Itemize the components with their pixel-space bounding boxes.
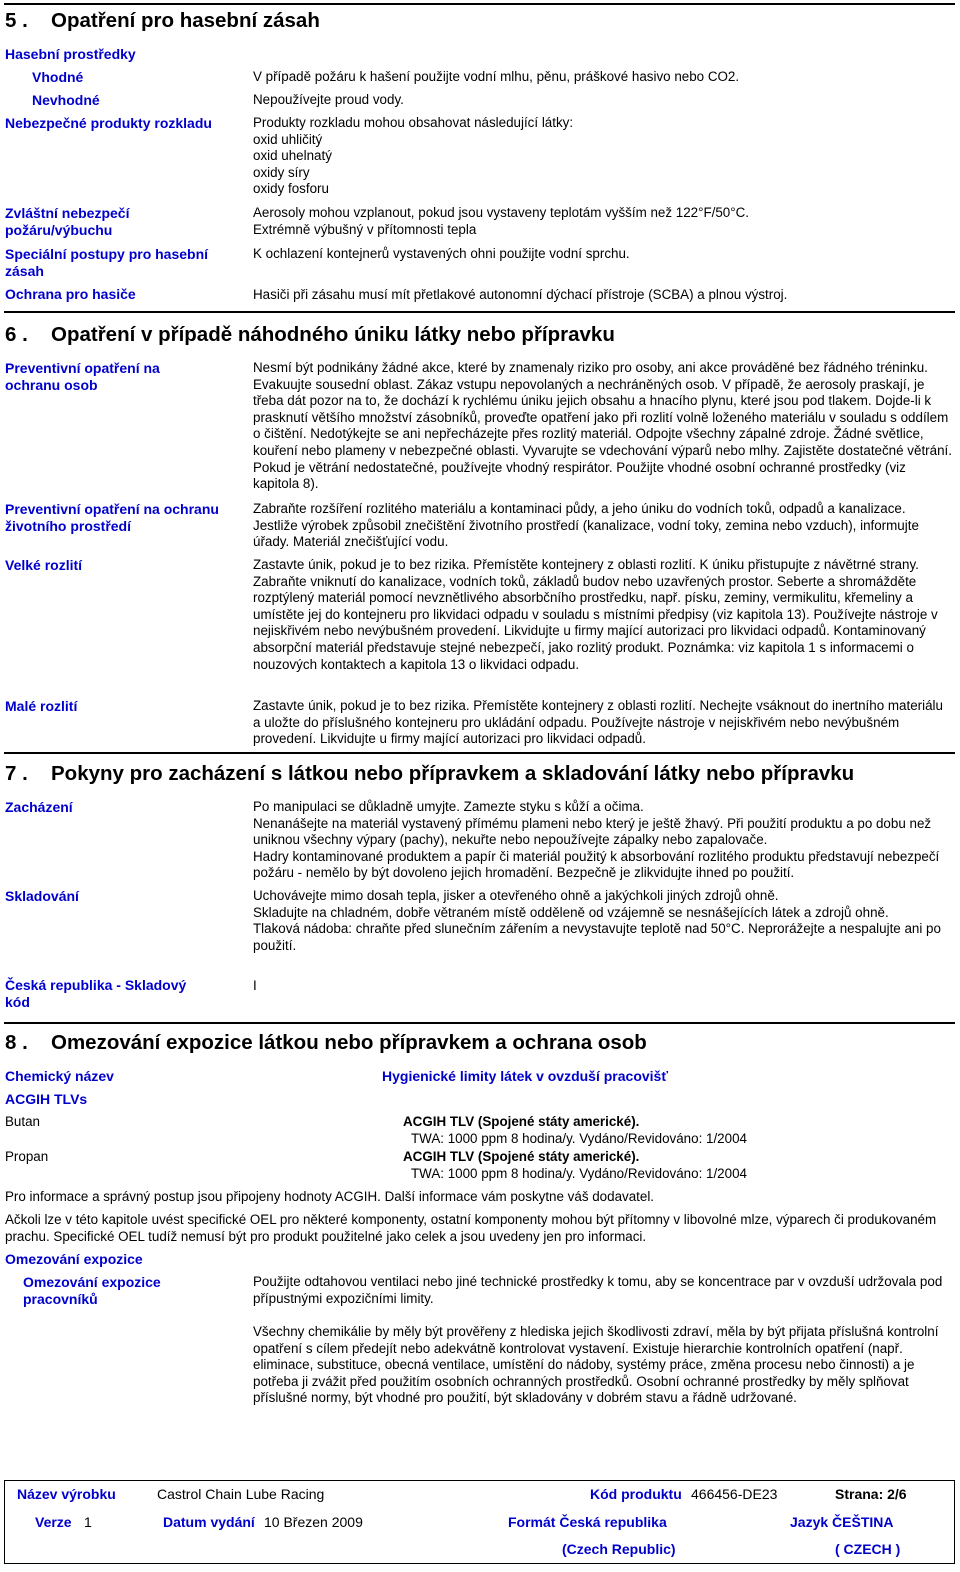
limit-title: ACGIH TLV (Spojené státy americké).	[403, 1149, 640, 1164]
limit-detail: TWA: 1000 ppm 8 hodina/y. Vydáno/Revidováno: 1/2004	[411, 1131, 747, 1146]
exposure-limits-header: Hygienické limity látek v ovzduší pracovišť	[382, 1068, 669, 1084]
hazard-line: Extrémně výbušný v přítomnosti tepla	[253, 221, 477, 237]
product-code-label: Kód produktu	[590, 1486, 682, 1502]
document-footer	[4, 1480, 955, 1564]
handling-label: Zacházení	[5, 799, 73, 815]
issue-date: 10 Březen 2009	[264, 1514, 363, 1530]
suitable-label: Vhodné	[32, 69, 84, 85]
personal-precautions-label: Preventivní opatření na ochranu osob	[5, 360, 160, 393]
chemical-name: Propan	[5, 1149, 49, 1164]
storage-text	[253, 888, 953, 954]
storage-label: Skladování	[5, 888, 79, 904]
handling-paragraph: Hadry kontaminované produktem a papír či materiál použitý k absorbování rozlitého produktu představují nebezpečí požáru - nemělo by být dovoleno jejich hromadění. Bezpečně je zlikvidujte ihned po použití.	[253, 848, 940, 881]
special-procedures-label: Speciální postupy pro hasební zásah	[5, 246, 209, 279]
exposure-controls-label: Omezování expozice	[5, 1251, 143, 1267]
decomposition-line: Produkty rozkladu mohou obsahovat následující látky:	[253, 115, 574, 130]
section-5-heading: 5 . Opatření pro hasební zásah	[5, 9, 320, 32]
section-7-heading: 7 . Pokyny pro zacházení s látkou nebo přípravkem a skladování látky nebo přípravku	[5, 762, 855, 785]
section-divider	[4, 752, 955, 754]
storage-paragraph: Skladujte na chladném, dobře větraném místě odděleně od vzájemně se nesnášejících látek a zdrojů ohně.	[253, 904, 889, 920]
section-divider	[4, 3, 955, 5]
limit-title: ACGIH TLV (Spojené státy americké).	[403, 1114, 640, 1129]
storage-paragraph: Uchovávejte mimo dosah tepla, jisker a otevřeného ohně a jakýchkoli jiných zdrojů ohně.	[253, 888, 779, 903]
version-value: 1	[84, 1514, 92, 1530]
small-spill-text: Zastavte únik, pokud je to bez rizika. Přemístěte kontejnery z oblasti rozlití. Nechejte vsáknout do inertního materiálu a uložte do příslušného kontejneru pro ukládání odpadu. Používejte nástroje v nejiskřivém nebo nevýbušném provedení. Likvidujte u firmy mající autorizaci pro likvidaci odpadů.	[253, 698, 943, 747]
decomposition-line: oxid uhelnatý	[253, 148, 332, 164]
decomposition-list	[253, 115, 953, 198]
handling-paragraph: Nenanášejte na materiál vystavený přímému plameni nebo který je ještě žhavý. Při použití produktu a po dobu než uniknou všechny výpary (pachy), nekuřte nebo nepoužívejte zápalky nebo zapalovače.	[253, 815, 932, 848]
storage-code-value: I	[253, 978, 257, 993]
large-spill-text: Zastavte únik, pokud je to bez rizika. Přemístěte kontejnery z oblasti rozlití. K úniku přistupujte z návětrné strany. Zabraňte vniknutí do kanalizace, vodních toků, základů budov nebo uzavřených prostor. Seberte a shromážděte rozptýlený materiál pomocí nevznětlivého absorbčního prostředku, např. písku, zeminy, vermikulitu, křemeliny a umístěte jej do kontejneru pro likvidaci odpadu v souladu s místními předpisy (viz kapitola 13). Používejte nástroje v nejiskřivém nebo nevýbušném provedení. Likvidujte u firmy mající autorizaci pro likvidaci odpadů. Kontaminovaný absorpční materiál představuje stejné nebezpečí, jako rozlitý produkt. Poznámka: viz kapitola 1 s informacemi o nouzových kontaktech a kapitola 13 o likvidaci odpadu.	[253, 557, 938, 672]
product-name: Castrol Chain Lube Racing	[157, 1486, 325, 1502]
hazard-label: Zvláštní nebezpečí požáru/výbuchu	[5, 205, 130, 238]
handling-text	[253, 799, 953, 882]
decomposition-label: Nebezpečné produkty rozkladu	[5, 115, 212, 131]
worker-exposure-text-1: Použijte odtahovou ventilaci nebo jiné technické prostředky k tomu, aby se koncentrace par v ovzduší udržovala pod přípustnými expozičními limity.	[253, 1274, 943, 1306]
language-label: Jazyk ČEŠTINA	[790, 1514, 894, 1530]
hazard-text	[253, 205, 953, 238]
fire-media-label: Hasební prostředky	[5, 46, 136, 62]
product-name-label: Název výrobku	[17, 1486, 116, 1502]
storage-code-label: Česká republika - Skladový kód	[5, 977, 187, 1010]
limit-detail: TWA: 1000 ppm 8 hodina/y. Vydáno/Revidováno: 1/2004	[411, 1166, 747, 1181]
unsuitable-label: Nevhodné	[32, 92, 100, 108]
section-8-heading: 8 . Omezování expozice látkou nebo přípravkem a ochrana osob	[5, 1031, 647, 1054]
handling-paragraph: Po manipulaci se důkladně umyjte. Zamezte styku s kůží a očima.	[253, 799, 644, 814]
firefighter-label: Ochrana pro hasiče	[5, 286, 136, 302]
special-procedures-text: K ochlazení kontejnerů vystavených ohni použijte vodní sprchu.	[253, 246, 630, 261]
personal-precautions-text: Nesmí být podnikány žádné akce, které by znamenaly riziko pro osoby, ani akce prováděné bez řádného tréninku. Evakuujte sousední oblast. Zákaz vstupu nepovolaných a nechráněných osob. V případě, že aerosoly praskají, je třeba dát pozor na to, že dochází k rychlému úniku jejich obsahu a hnacího plynu, které jsou pod tlakem. Dojde-li k prasknutí většího množství zásobníků, proveďte opatření jako při rozlití volně loženého materiálu v souladu s oddílem o čištění. Nedotýkejte se ani nepřecházejte přes rozlitý materiál. Odpojte všechny zápalné zdroje. Žádné světlice, kouření nebo plameny v nebezpečné oblasti. Vyvarujte se vdechování výparů nebo mlhy. Zajistěte dostatečné větrání. Pokud je větrání nedostatečné, používejte vhodný respirátor. Použijte vhodné osobní ochranné prostředky (viz kapitola 8).	[253, 360, 952, 492]
hazard-line: Aerosoly mohou vzplanout, pokud jsou vystaveny teplotám vyšším než 122°F/50°C.	[253, 205, 749, 220]
environmental-precautions-text: Zabraňte rozšíření rozlitého materiálu a kontaminaci půdy, a jeho úniku do vodních toků, odpadů a kanalizace. Jestliže výrobek způsobil znečištění životního prostředí (kanalizace, vodní toky, zemina nebo vzduch), informujte úřady. Materiál znečišťující vodu.	[253, 501, 919, 550]
section-6-heading: 6 . Opatření v případě náhodného úniku látky nebo přípravku	[5, 323, 615, 346]
worker-exposure-label: Omezování expozice pracovníků	[23, 1274, 161, 1307]
page-number: Strana: 2/6	[835, 1486, 907, 1502]
firefighter-text: Hasiči při zásahu musí mít přetlakové autonomní dýchací přístroje (SCBA) a plnou výstroj.	[253, 287, 788, 302]
storage-paragraph: Tlaková nádoba: chraňte před slunečním zářením a nevystavujte teplotě nad 50°C. Neprorážejte a nespalujte ani po použití.	[253, 921, 941, 953]
suitable-text: V případě požáru k hašení použijte vodní mlhu, pěnu, práškové hasivo nebo CO2.	[253, 69, 740, 84]
decomposition-line: oxidy fosforu	[253, 181, 329, 197]
small-spill-label: Malé rozlití	[5, 698, 78, 714]
unsuitable-text: Nepoužívejte proud vody.	[253, 92, 404, 107]
acgih-tlvs-header: ACGIH TLVs	[5, 1091, 88, 1107]
acgih-note: Pro informace a správný postup jsou připojeny hodnoty ACGIH. Další informace vám poskytne váš dodavatel.	[5, 1189, 655, 1204]
section-divider	[4, 1022, 955, 1024]
issue-date-label: Datum vydání	[163, 1514, 255, 1530]
large-spill-label: Velké rozlití	[5, 557, 83, 573]
format-country: (Czech Republic)	[562, 1541, 676, 1557]
oel-note: Ačkoli lze v této kapitole uvést specifické OEL pro některé komponenty, ostatní komponenty mohou být přítomny v libovolné mlze, výparech či produkovaném prachu. Specifické OEL tudíž nemusí být pro produkt použitelné jako celek a jsou uvedeny jen pro informaci.	[5, 1212, 937, 1244]
format-label: Formát Česká republika	[508, 1514, 667, 1530]
version-label: Verze	[35, 1514, 72, 1530]
decomposition-line: oxidy síry	[253, 164, 310, 180]
product-code: 466456-DE23	[691, 1486, 778, 1502]
language-code: ( CZECH )	[835, 1541, 901, 1557]
chemical-name-header: Chemický název	[5, 1068, 114, 1084]
section-divider	[4, 311, 955, 313]
decomposition-line: oxid uhličitý	[253, 131, 323, 147]
worker-exposure-text-2: Všechny chemikálie by měly být prověřeny z hlediska jejich škodlivosti zdraví, měla by být přijata příslušná kontrolní opatření s cílem předejít nebo adekvátně kontrolovat vystavení. Existuje hierarchie kontrolních opatření (např. eliminace, substituce, obecná ventilace, umístění do nádoby, systémy práce, změna procesu nebo činnosti) a je potřeba ji zvážit před použitím osobních ochranných prostředků. Osobní ochranné prostředky by měly splňovat příslušné normy, být vhodné pro použití, být skladovány v dobrém stavu a řádně udržované.	[253, 1324, 939, 1406]
environmental-precautions-label: Preventivní opatření na ochranu životního prostředí	[5, 501, 219, 534]
chemical-name: Butan	[5, 1114, 40, 1129]
